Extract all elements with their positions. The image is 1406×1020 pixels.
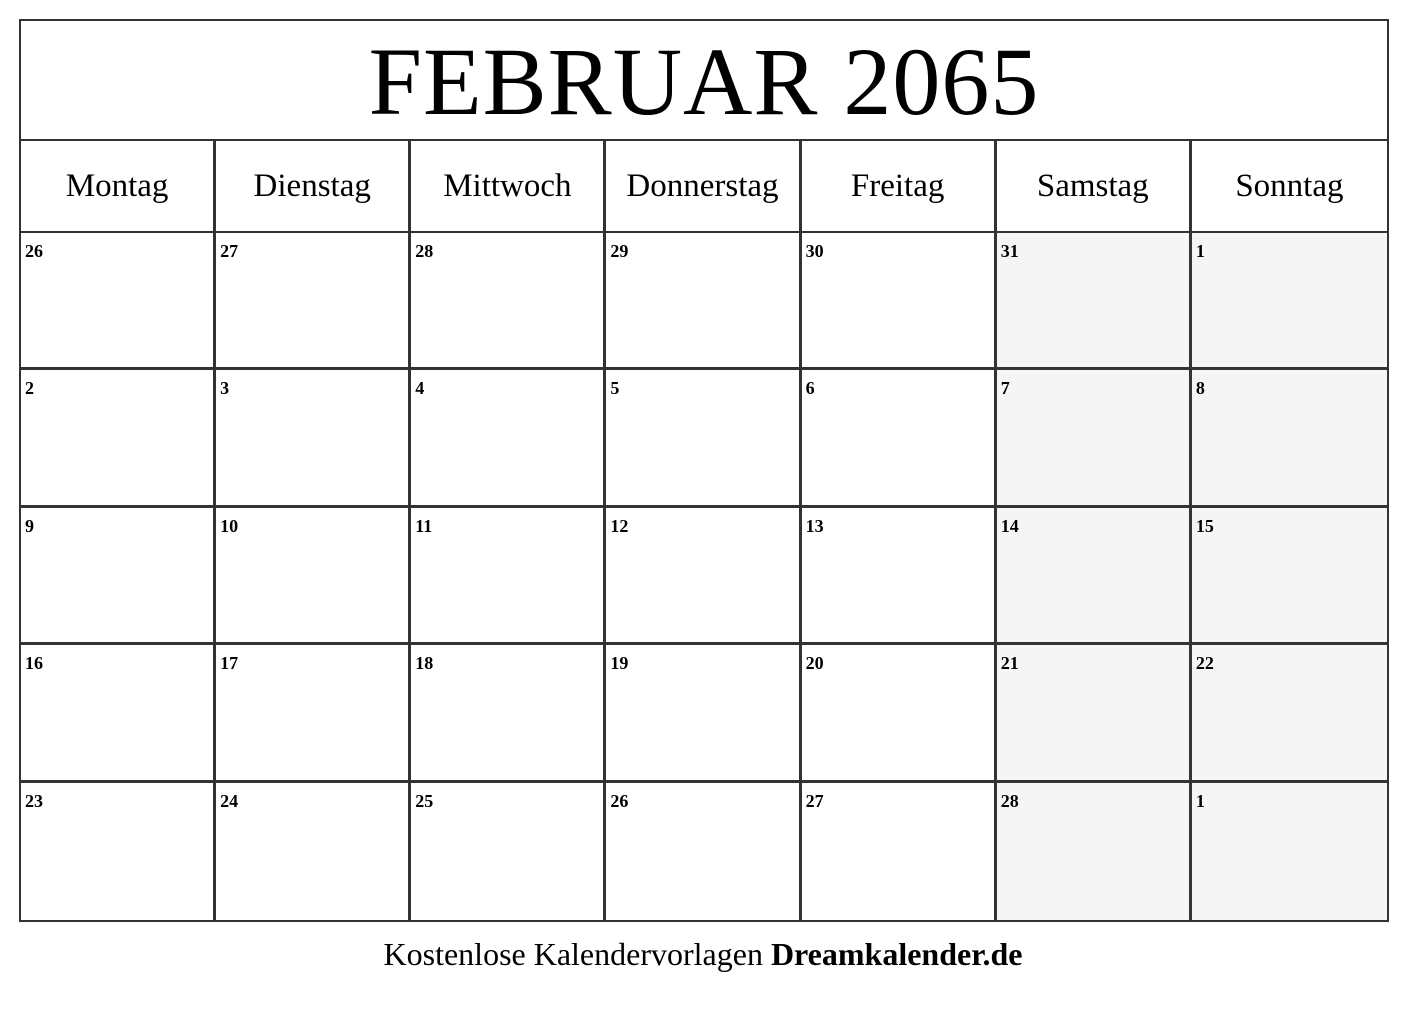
day-number: 23	[25, 790, 43, 811]
footer-brand: Dreamkalender.de	[770, 936, 1023, 972]
day-number: 26	[25, 241, 43, 261]
day-number: 19	[610, 653, 629, 674]
day-number: 14	[1000, 515, 1019, 536]
day-number: 1	[1195, 790, 1205, 811]
weekday-sunday: Sonntag	[1235, 167, 1344, 204]
day-number: 24	[220, 790, 239, 811]
day-number: 2	[25, 378, 34, 399]
day-cell	[216, 508, 411, 645]
day-cell	[606, 783, 801, 920]
day-number: 27	[220, 241, 239, 261]
day-number: 15	[1195, 515, 1214, 536]
day-cell	[1192, 370, 1387, 507]
day-cell	[1192, 233, 1387, 370]
weekday-friday: Freitag	[802, 141, 997, 231]
day-cell	[606, 370, 801, 507]
day-number: 1	[1195, 241, 1205, 261]
day-number: 18	[415, 653, 434, 674]
day-cell	[411, 783, 606, 920]
weekday-tuesday: Dienstag	[216, 141, 411, 231]
weekday-monday: Montag	[21, 141, 216, 231]
day-number: 5	[610, 378, 620, 399]
day-cell	[411, 370, 606, 507]
day-cell	[606, 233, 801, 370]
day-number: 31	[1000, 241, 1019, 261]
day-number: 22	[1195, 653, 1214, 674]
day-cell	[21, 508, 216, 645]
day-number: 17	[220, 653, 239, 674]
day-number: 28	[1000, 790, 1019, 811]
day-cell	[606, 508, 801, 645]
day-number: 12	[610, 515, 629, 536]
day-cell	[802, 783, 997, 920]
day-cell	[21, 645, 216, 782]
day-cell	[802, 645, 997, 782]
footer	[0, 936, 1406, 973]
day-number: 8	[1195, 378, 1205, 399]
day-cell	[997, 783, 1192, 920]
days-grid	[21, 233, 1387, 920]
day-cell	[216, 370, 411, 507]
day-number: 21	[1000, 653, 1019, 674]
day-cell	[997, 508, 1192, 645]
day-cell	[997, 370, 1192, 507]
day-cell	[411, 508, 606, 645]
day-cell	[216, 645, 411, 782]
day-cell	[802, 233, 997, 370]
weekday-thursday: Donnerstag	[606, 141, 801, 231]
day-cell	[21, 233, 216, 370]
day-cell	[1192, 508, 1387, 645]
day-number: 28	[415, 241, 434, 261]
day-cell	[1192, 645, 1387, 782]
day-number: 26	[610, 790, 629, 811]
day-cell	[21, 783, 216, 920]
day-cell	[606, 645, 801, 782]
day-number: 6	[805, 378, 815, 399]
calendar	[19, 19, 1389, 922]
calendar-title: FEBRUAR 2065	[21, 21, 1387, 141]
day-number: 11	[415, 515, 433, 536]
day-cell	[21, 370, 216, 507]
day-cell	[997, 645, 1192, 782]
day-cell	[216, 233, 411, 370]
day-cell	[411, 233, 606, 370]
day-cell	[802, 508, 997, 645]
day-number: 25	[415, 790, 434, 811]
day-number: 16	[25, 653, 43, 674]
day-number: 7	[1000, 378, 1010, 399]
day-number: 10	[220, 515, 239, 536]
day-cell	[216, 783, 411, 920]
footer-text: Kostenlose Kalendervorlagen	[383, 936, 763, 972]
day-number: 13	[805, 515, 824, 536]
day-number: 3	[220, 378, 230, 399]
day-cell	[802, 370, 997, 507]
day-cell	[1192, 783, 1387, 920]
day-cell	[411, 645, 606, 782]
weekday-wednesday: Mittwoch	[411, 141, 606, 231]
day-number: 9	[25, 515, 34, 536]
day-number: 27	[805, 790, 824, 811]
weekday-header-row	[21, 141, 1387, 233]
weekday-saturday: Samstag	[997, 141, 1192, 231]
day-number: 30	[805, 241, 824, 261]
day-number: 20	[805, 653, 824, 674]
day-number: 29	[610, 241, 629, 261]
day-number: 4	[415, 378, 425, 399]
day-cell	[997, 233, 1192, 370]
